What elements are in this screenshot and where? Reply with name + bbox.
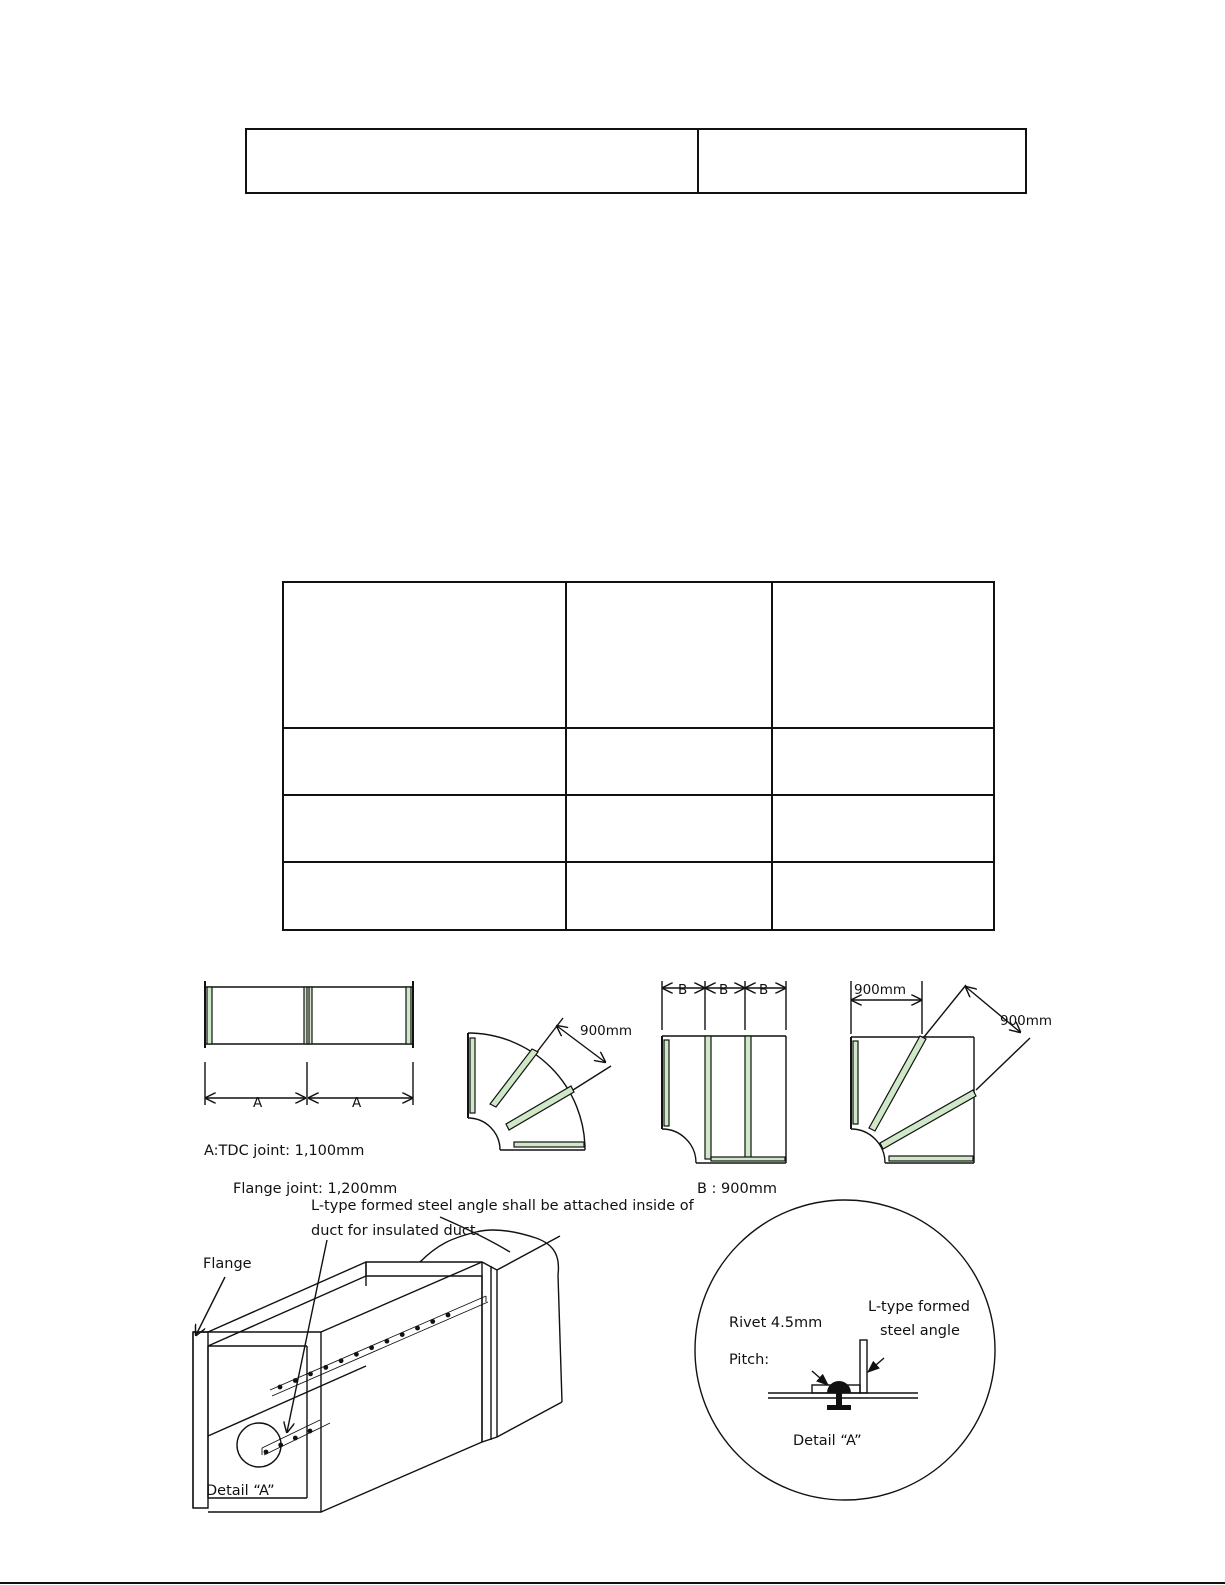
duct-drawing: [0, 955, 1225, 1575]
square-elbow-top-dimension: 900mm: [854, 982, 907, 998]
table-cell: [566, 728, 772, 795]
tdc-joint-caption: A:TDC joint: 1,100mm: [204, 1143, 365, 1159]
table-cell: [283, 582, 566, 728]
dim-a-label: A: [253, 1095, 263, 1111]
rivet-dot: [430, 1319, 435, 1324]
table-cell: [772, 862, 994, 930]
rivet-dot: [308, 1372, 313, 1377]
dim-b-label: B: [759, 982, 769, 998]
table-cell: [772, 795, 994, 862]
detail-a-left-label: Detail “A”: [206, 1483, 275, 1499]
rivet-row: [264, 1429, 313, 1455]
top-table: [245, 128, 1027, 194]
rivet-dot: [446, 1313, 451, 1318]
table-cell: [772, 728, 994, 795]
flange-joint-caption: Flange joint: 1,200mm: [233, 1181, 398, 1197]
rivet-dot: [354, 1352, 359, 1357]
b-value-caption: B : 900mm: [697, 1181, 777, 1197]
rivet-label: Rivet 4.5mm: [729, 1315, 823, 1331]
table-cell: [698, 129, 1026, 193]
table-cell: [566, 795, 772, 862]
rivet-dot: [293, 1436, 298, 1441]
angle-note-line-2: duct for insulated duct.: [311, 1223, 481, 1239]
table-cell: [283, 728, 566, 795]
elbow-dimension-label: 900mm: [580, 1023, 633, 1039]
rivet-dot: [369, 1345, 374, 1350]
rivet-dot: [339, 1358, 344, 1363]
table-row: [283, 582, 994, 728]
angle-label-line-2: steel angle: [880, 1323, 960, 1339]
rivet-dot: [400, 1332, 405, 1337]
rivet-dot: [415, 1326, 420, 1331]
square-duct-b-figure: [662, 981, 786, 1163]
table-row: [283, 862, 994, 930]
detail-a-callout-circle: [237, 1423, 281, 1467]
table-cell: [566, 862, 772, 930]
table-cell: [772, 582, 994, 728]
isometric-duct-figure: [193, 1230, 562, 1512]
rivet-dot: [278, 1385, 283, 1390]
rivet-dot: [323, 1365, 328, 1370]
table-row: [283, 795, 994, 862]
table-row: [246, 129, 1026, 193]
dim-b-label: B: [719, 982, 729, 998]
table-cell: [566, 582, 772, 728]
detail-a-figure: [695, 1200, 995, 1500]
square-elbow-diagonal-dimension: 900mm: [1000, 1013, 1053, 1029]
angle-note-line-1: L-type formed steel angle shall be attached inside of: [311, 1198, 694, 1214]
table-cell: [246, 129, 698, 193]
table-cell: [283, 862, 566, 930]
radius-elbow-figure: [468, 1018, 632, 1150]
spec-table: [282, 581, 995, 931]
dim-a-label: A: [352, 1095, 362, 1111]
angle-label-line-1: L-type formed: [868, 1299, 970, 1315]
rivet-dot: [308, 1429, 313, 1434]
table-cell: [283, 795, 566, 862]
table-row: [283, 728, 994, 795]
square-elbow-figure: [851, 981, 1052, 1163]
pitch-label: Pitch:: [729, 1352, 770, 1368]
bottom-rule: [0, 1582, 1225, 1584]
rivet-dot: [264, 1450, 269, 1455]
straight-duct-figure: [205, 981, 413, 1111]
dim-b-label: B: [678, 982, 688, 998]
flange-label: Flange: [203, 1256, 252, 1272]
detail-a-right-label: Detail “A”: [793, 1433, 862, 1449]
rivet-dot: [385, 1339, 390, 1344]
